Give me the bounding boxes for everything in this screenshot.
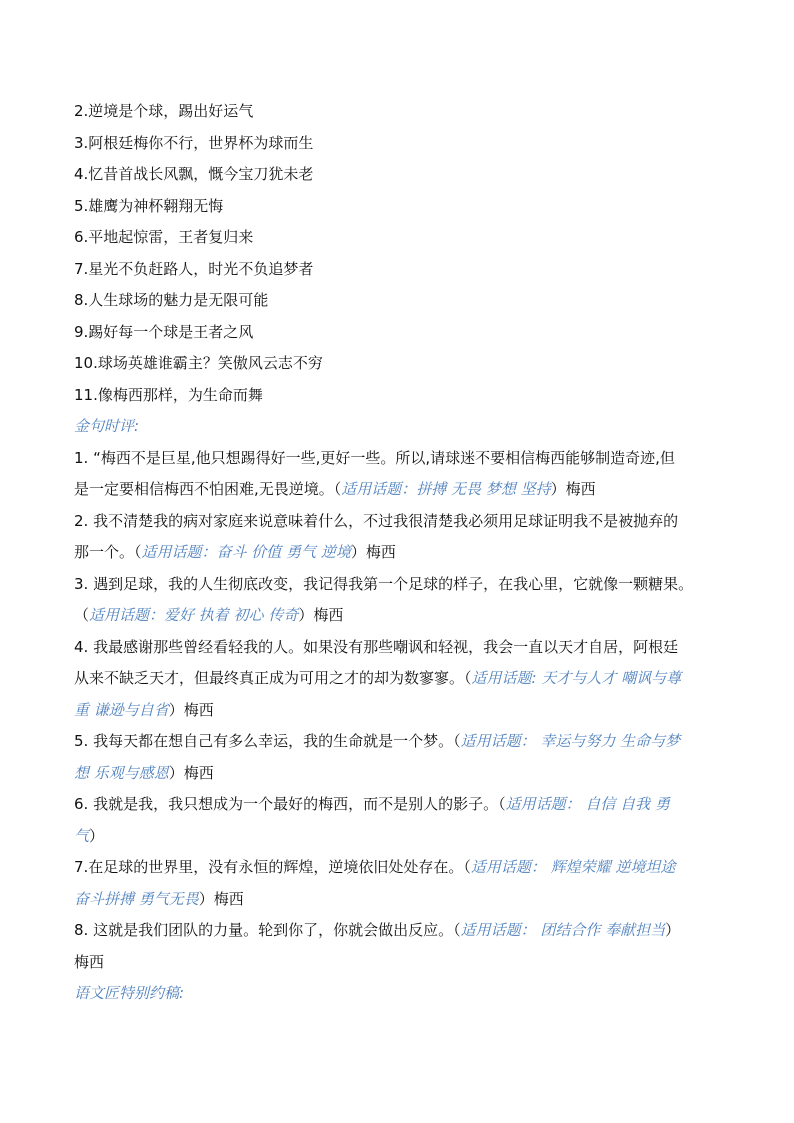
quote-text: 那一个。（ <box>74 543 142 561</box>
quote-text: 1. “梅西不是巨星,他只想踢得好一些,更好一些。所以,请球迷不要相信梅西能够制造奇迹,但 <box>74 448 675 467</box>
quote-source: ）梅西 <box>198 889 244 908</box>
topic-tags: 适用话题： 自信 自我 勇 <box>505 795 670 813</box>
quote-text: 5. 我每天都在想自己有多么幸运，我的生命就是一个梦。（ <box>74 732 461 750</box>
quote-source: ） <box>89 826 105 845</box>
quote-line <box>74 600 734 632</box>
quote-text: 3. 遇到足球，我的人生彻底改变，我记得我第一个足球的样子，在我心里，它就像一颗糖果。 <box>74 574 694 593</box>
quotes-heading: 金句时评: <box>74 417 140 435</box>
topic-tags: 适用话题： 辉煌荣耀 逆境坦途 <box>470 858 676 876</box>
slogan-item: 2.逆境是个球，踢出好运气 <box>74 102 254 120</box>
quote-item <box>74 789 734 852</box>
quote-item <box>74 726 734 789</box>
topic-tags: 想 乐观与感恩 <box>74 763 169 782</box>
quote-source: ）梅西 <box>350 543 396 561</box>
quote-line <box>74 506 734 538</box>
quote-line <box>74 695 734 727</box>
topic-tags: 适用话题：爱好 执着 初心 传奇 <box>89 606 299 624</box>
quote-text: 6. 我就是我，我只想成为一个最好的梅西，而不是别人的影子。（ <box>74 795 506 813</box>
quote-item <box>74 443 734 506</box>
quote-line <box>74 852 734 884</box>
quote-line <box>74 474 734 506</box>
quote-line <box>74 443 734 475</box>
quote-line <box>74 632 734 664</box>
quote-source: ）梅西 <box>168 763 214 782</box>
quote-line <box>74 758 734 790</box>
quote-text: 4. 我最感谢那些曾经看轻我的人。如果没有那些嘲讽和轻视，我会一直以天才自居，阿根廷 <box>74 637 679 656</box>
slogan-item: 6.平地起惊雷，王者复归来 <box>74 228 254 246</box>
quote-item <box>74 506 734 569</box>
topic-tags: 适用话题：拼搏 无畏 梦想 坚持 <box>341 480 551 498</box>
slogan-item: 9.踢好每一个球是王者之风 <box>74 322 254 341</box>
quote-line <box>74 915 734 947</box>
quote-list <box>74 443 734 979</box>
slogan-item: 8.人生球场的魅力是无限可能 <box>74 291 269 309</box>
quote-source: ）梅西 <box>550 480 596 498</box>
slogan-item: 11.像梅西那样，为生命而舞 <box>74 385 263 404</box>
topic-tags: 重 谦逊与自省 <box>74 700 169 719</box>
quote-text: 2. 我不清楚我的病对家庭来说意味着什么，不过我很清楚我必须用足球证明我不是被抛弃的 <box>74 511 679 530</box>
quote-text: 8. 这就是我们团队的力量。轮到你了，你就会做出反应。（ <box>74 921 461 939</box>
quote-text: 从来不缺乏天才，但最终真正成为可用之才的却为数寥寥。（ <box>74 669 472 687</box>
quote-line <box>74 947 734 979</box>
document-content <box>74 96 734 1010</box>
quote-line <box>74 726 734 758</box>
footer-heading: 语文匠特别约稿: <box>74 984 185 1002</box>
quote-text: 7.在足球的世界里，没有永恒的辉煌，逆境依旧处处存在。（ <box>74 858 471 876</box>
quote-source: 梅西 <box>74 952 105 971</box>
slogan-item: 7.星光不负赶路人，时光不负追梦者 <box>74 259 314 278</box>
quote-text: 是一定要相信梅西不怕困难,无畏逆境。（ <box>74 480 342 498</box>
quote-source: ）梅西 <box>168 700 214 719</box>
topic-tags: 适用话题： 团结合作 奉献担当 <box>460 921 666 939</box>
quote-line <box>74 537 734 569</box>
quote-item <box>74 852 734 915</box>
quote-line <box>74 821 734 853</box>
topic-tags: 适用话题： 幸运与努力 生命与梦 <box>460 732 681 750</box>
quote-item <box>74 569 734 632</box>
topic-tags: 适用话题: 天才与人才 嘲讽与尊 <box>471 669 682 687</box>
slogan-item: 10.球场英雄谁霸主？笑傲风云志不穷 <box>74 354 323 372</box>
slogan-item: 3.阿根廷梅你不行，世界杯为球而生 <box>74 133 314 152</box>
quote-source: ）梅西 <box>298 606 344 624</box>
quote-item <box>74 632 734 727</box>
quote-text: （ <box>74 606 90 624</box>
topic-tags: 气 <box>74 826 90 845</box>
slogan-item: 5.雄鹰为神杯翱翔无悔 <box>74 196 224 215</box>
quote-item <box>74 915 734 978</box>
slogan-item: 4.忆昔首战长风飘，慨今宝刀犹未老 <box>74 165 314 183</box>
quote-line <box>74 789 734 821</box>
topic-tags: 适用话题：奋斗 价值 勇气 逆境 <box>141 543 351 561</box>
quote-line <box>74 663 734 695</box>
topic-tags: 奋斗拼搏 勇气无畏 <box>74 889 199 908</box>
quote-punct: ） <box>665 921 681 939</box>
quote-line <box>74 569 734 601</box>
slogan-list <box>74 96 734 411</box>
quote-line <box>74 884 734 916</box>
